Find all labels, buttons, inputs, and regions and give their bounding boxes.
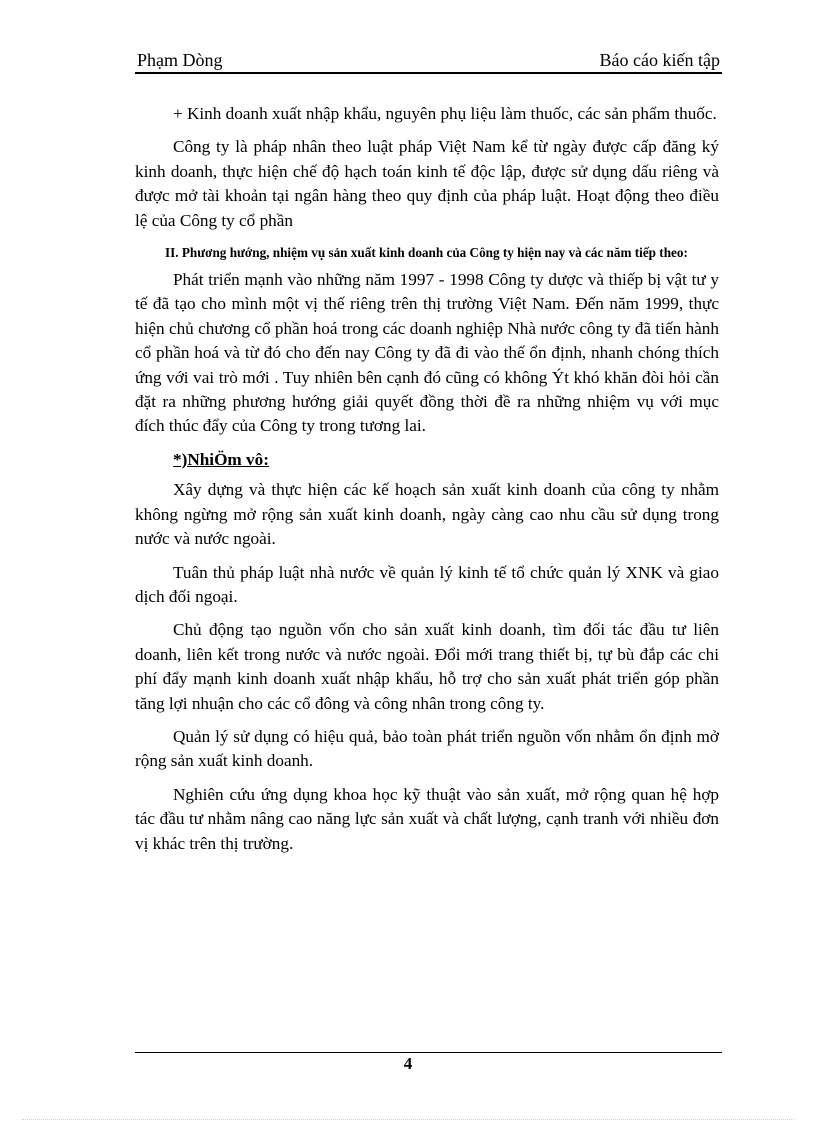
paragraph-business-scope: + Kinh doanh xuất nhập khẩu, nguyên phụ liệu làm thuốc, các sản phẩm thuốc. (173, 104, 717, 123)
section-heading: II. Phương hướng, nhiệm vụ sản xuất kinh doanh của Công ty hiện nay và các năm tiếp theo: (165, 245, 688, 261)
page-number: 4 (403, 1054, 413, 1073)
document-body (135, 102, 719, 865)
task-paragraph: Chủ động tạo nguồn vốn cho sản xuất kinh doanh, tìm đối tác đầu tư liên doanh, liên kết trong nước và nước ngoài. Đổi mới trang thiết bị, tự bù đắp các chi phí đẩy mạnh kinh doanh xuất nhập khẩu, hỗ trợ cho sản xuất phát triển góp phần tăng lợi nhuận cho các cổ đông và công nhân trong công ty. (135, 620, 719, 713)
page-header (135, 50, 722, 74)
task-paragraph: Nghiên cứu ứng dụng khoa học kỹ thuật vào sản xuất, mở rộng quan hệ hợp tác đầu tư nhằm nâng cao năng lực sản xuất và chất lượng, cạnh tranh với nhiều đơn vị khác trên thị trường. (135, 784, 719, 853)
header-author: Phạm Dòng (137, 50, 223, 70)
page-bottom-divider (22, 1119, 794, 1120)
paragraph-legal-entity: Công ty là pháp nhân theo luật pháp Việt Nam kể từ ngày được cấp đăng ký kinh doanh, thực hiện chế độ hạch toán kinh tế độc lập, được sử dụng dấu riêng và được mở tài khoản tại ngân hàng theo quy định của pháp luật. Hoạt động theo điều lệ của Công ty cổ phần (135, 137, 719, 230)
task-paragraph: Quản lý sử dụng có hiệu quả, bảo toàn phát triển nguồn vốn nhằm ổn định mở rộng sản xuất kinh doanh. (135, 726, 719, 771)
tasks-subheading: *)NhiÖm vô: (173, 449, 269, 469)
header-report-type: Báo cáo kiến tập (599, 50, 720, 70)
task-paragraph: Xây dựng và thực hiện các kế hoạch sản xuất kinh doanh của công ty nhằm không ngừng mở rộng sản xuất kinh doanh, ngày càng cao nhu cầu sử dụng trong nước và nước ngoài. (135, 480, 719, 549)
footer-divider (135, 1052, 722, 1053)
task-paragraph: Tuân thủ pháp luật nhà nước về quản lý kinh tế tổ chức quản lý XNK và giao dịch đối ngoại. (135, 562, 719, 606)
paragraph-direction: Phát triển mạnh vào những năm 1997 - 1998 Công ty dược và thiếp bị vật tư y tế đã tạo cho mình một vị thế riêng trên thị trường Việt Nam. Đến năm 1999, thực hiện chủ chương cổ phần hoá trong các doanh nghiệp Nhà nước công ty đã tiến hành cổ phần hoá và từ đó cho đến nay Công ty đã đi vào thế ổn định, nhanh chóng thích ứng với vai trò mới . Tuy nhiên bên cạnh đó cũng có không Ýt khó khăn đòi hỏi cần đặt ra những phương hướng giải quyết đồng thời đề ra những nhiệm vụ với mục đích thúc đẩy của Công ty trong tương lai. (135, 270, 719, 436)
